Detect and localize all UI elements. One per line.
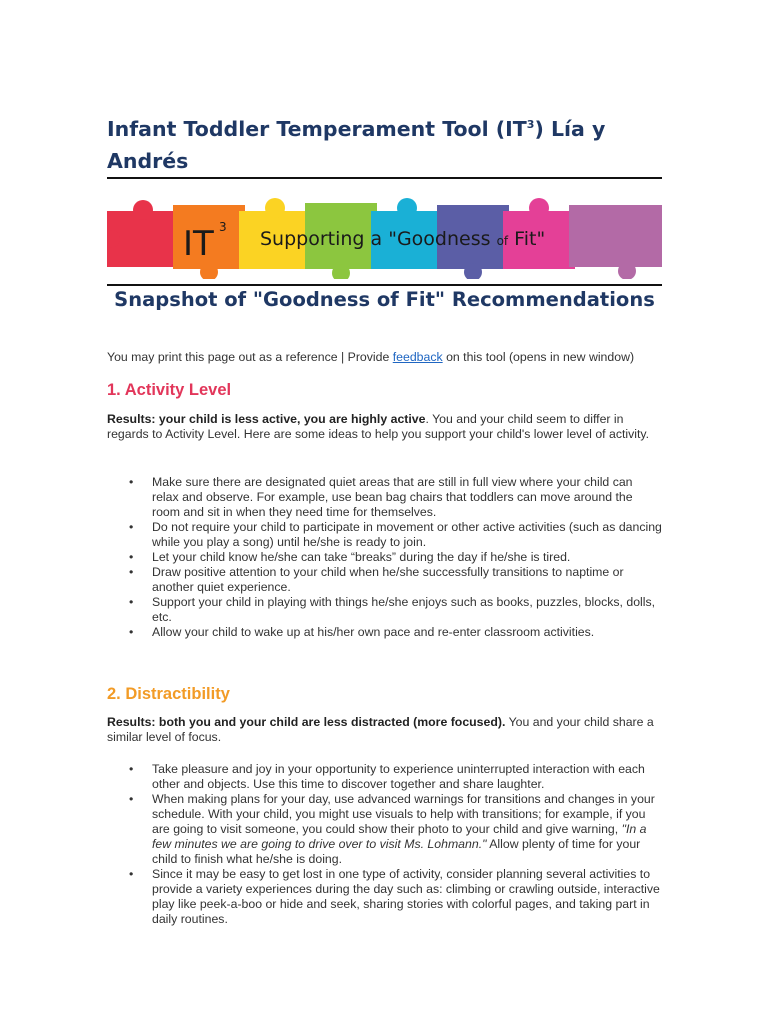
banner-tagline-start: Supporting a "Goodness bbox=[260, 228, 497, 250]
list-item: • Let your child know he/she can take “breaks” during the day if he/she is tired. bbox=[107, 550, 662, 565]
list-item: • Do not require your child to participate in movement or other active activities (such as dancing while you play a song) until he/she is ready to join. bbox=[107, 520, 662, 550]
list-item-text: When making plans for your day, use advanced warnings for transitions and changes in your schedule. With your child, you might use visuals to help with transitions; for example, if you are going to visit someone, you could show their photo to your child and give warning, bbox=[152, 792, 655, 836]
banner-tagline-end: Fit" bbox=[508, 228, 546, 250]
list-item: • Allow your child to wake up at his/her own pace and re-enter classroom activities. bbox=[107, 625, 662, 640]
banner-divider bbox=[107, 284, 662, 286]
banner-logo: IT bbox=[183, 224, 214, 264]
intro-before: You may print this page out as a reference | Provide bbox=[107, 350, 393, 364]
section-activity-level-list bbox=[107, 475, 662, 640]
snapshot-heading: Snapshot of "Goodness of Fit" Recommendations bbox=[114, 288, 655, 311]
page-title bbox=[107, 113, 662, 177]
list-item: • Since it may be easy to get lost in one type of activity, consider planning several activities to provide a variety experiences during the day such as: climbing or crawling outside, interactive play like peek-a-boo or hide and seek, sharing stories with colorful pages, and taking part in daily routines. bbox=[107, 867, 662, 927]
banner-logo-superscript: 3 bbox=[219, 220, 227, 234]
title-divider bbox=[107, 177, 662, 179]
section-activity-level-result bbox=[107, 412, 662, 442]
result-bold: Results: your child is less active, you are highly active bbox=[107, 412, 426, 426]
section-distractibility-result bbox=[107, 715, 662, 745]
section-distractibility-list bbox=[107, 762, 662, 927]
title-prefix: Infant Toddler Temperament Tool (IT bbox=[107, 117, 527, 141]
list-item-text: Allow plenty of time for your child to finish what he/she is doing. bbox=[152, 837, 641, 866]
title-suffix: ) Lía y Andrés bbox=[107, 117, 606, 173]
banner-tagline-of: of bbox=[496, 234, 509, 248]
list-item: • Make sure there are designated quiet areas that are still in full view where your child can relax and observe. For example, use bean bag chairs that toddlers can move around the room and sit in when they need time for themselves. bbox=[107, 475, 662, 520]
list-item: • Draw positive attention to your child when he/she successfully transitions to naptime or another quiet experience. bbox=[107, 565, 662, 595]
section-distractibility-heading: 2. Distractibility bbox=[107, 685, 230, 703]
list-item-quote: "In a few minutes we are going to drive over to visit Ms. Lohmann." bbox=[152, 822, 647, 851]
intro-after: on this tool (opens in new window) bbox=[442, 350, 635, 364]
banner-image bbox=[107, 197, 662, 279]
list-item: • Support your child in playing with things he/she enjoys such as books, puzzles, blocks, dolls, etc. bbox=[107, 595, 662, 625]
result-text: You and your child share a similar level of focus. bbox=[107, 715, 654, 745]
list-item bbox=[107, 792, 662, 867]
list-item: • Take pleasure and joy in your opportunity to experience uninterrupted interaction with each other and objects. Use this time to discover together and share laughter. bbox=[107, 762, 662, 792]
feedback-link[interactable]: feedback bbox=[392, 350, 443, 364]
result-bold: Results: both you and your child are less distracted (more focused). bbox=[107, 715, 506, 729]
section-activity-level-heading: 1. Activity Level bbox=[107, 381, 232, 399]
result-text: . You and your child seem to differ in regards to Activity Level. Here are some ideas to help you support your child's lower level of activity. bbox=[107, 412, 650, 442]
intro-text bbox=[107, 350, 667, 365]
title-superscript: 3 bbox=[526, 118, 535, 132]
